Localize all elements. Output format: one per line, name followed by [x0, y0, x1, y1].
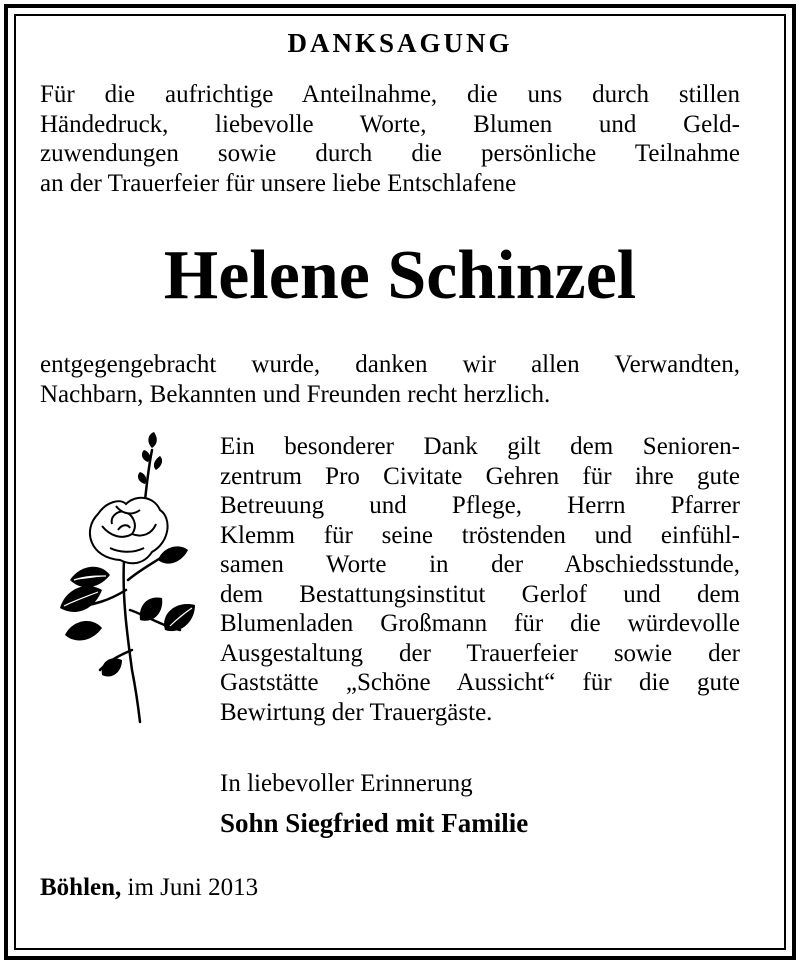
rose-icon — [40, 430, 200, 730]
special-thanks-line: Ein besonderer Dank gilt dem Senioren- — [220, 433, 740, 460]
thanks-line: Nachbarn, Bekannten und Freunden recht herzlich. — [40, 380, 551, 408]
closing-phrase: In liebevoller Erinnerung — [220, 770, 473, 797]
special-thanks-line: samen Worte in der Abschiedsstunde, — [220, 551, 740, 578]
special-thanks-line: Bewirtung der Trauergäste. — [220, 698, 493, 726]
deceased-name: Helene Schinzel — [163, 237, 637, 314]
place: Böhlen, — [40, 874, 122, 901]
special-thanks-line: dem Bestattungsinstitut Gerlof und dem — [220, 580, 740, 608]
thanks-paragraph — [40, 350, 740, 409]
heading: DANKSAGUNG — [287, 28, 513, 58]
special-thanks-line: Klemm für seine tröstenden und einfühl- — [220, 521, 740, 549]
intro-line: zuwendungen sowie durch die persönliche Teilnahme — [40, 140, 740, 167]
special-thanks-line: zentrum Pro Civitate Gehren für ihre gute — [220, 462, 740, 490]
signature: Sohn Siegfried mit Familie — [220, 808, 529, 838]
thanks-line: entgegengebracht wurde, danken wir allen Verwandten, — [40, 351, 740, 378]
intro-line: Für die aufrichtige Anteilnahme, die uns durch stillen — [40, 81, 740, 108]
intro-line: an der Trauerfeier für unsere liebe Entschlafene — [40, 169, 517, 197]
special-thanks-line: Blumenladen Großmann für die würdevolle — [220, 610, 740, 637]
special-thanks-line: Betreuung und Pflege, Herrn Pfarrer — [220, 492, 740, 519]
intro-line: Händedruck, liebevolle Worte, Blumen und Geld- — [40, 110, 740, 138]
place-date — [40, 874, 258, 902]
special-thanks-paragraph — [220, 432, 740, 727]
intro-paragraph — [40, 80, 740, 198]
special-thanks-line: Ausgestaltung der Trauerfeier sowie der — [220, 639, 740, 667]
special-thanks-line: Gaststätte „Schöne Aussicht“ für die gute — [220, 669, 740, 696]
date: im Juni 2013 — [121, 874, 259, 901]
